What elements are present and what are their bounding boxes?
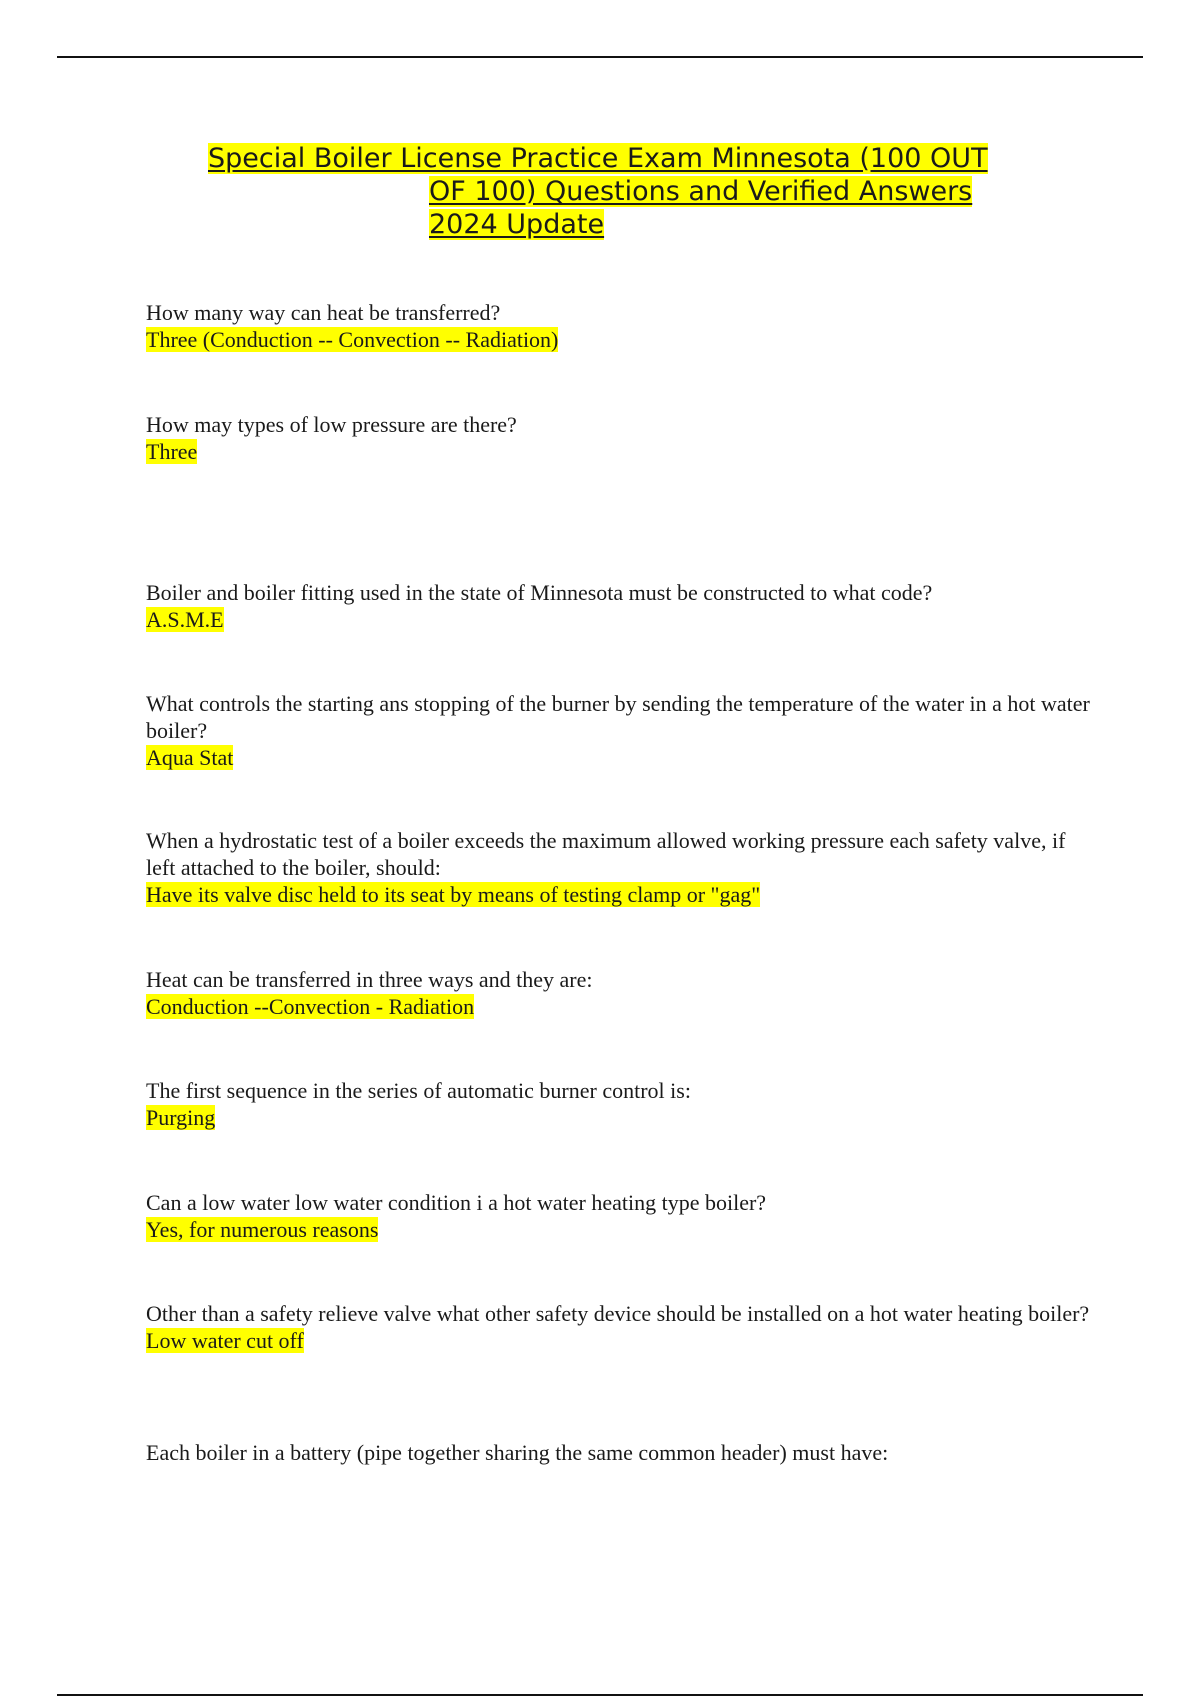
question-text: When a hydrostatic test of a boiler exceeds the maximum allowed working pressure each safety valve, if left attached to the boiler, should: [146, 828, 1066, 880]
answer-text: A.S.M.E [146, 607, 224, 632]
qa-item-3 [146, 579, 1096, 633]
title-line-2: OF 100) Questions and Verified Answers [429, 176, 973, 207]
question-text: Can a low water low water condition i a hot water heating type boiler? [146, 1190, 767, 1215]
qa-item-10 [146, 1439, 1096, 1466]
question-text: The first sequence in the series of automatic burner control is: [146, 1078, 691, 1103]
answer-text: Have its valve disc held to its seat by means of testing clamp or "gag" [146, 882, 761, 907]
question-text: What controls the starting ans stopping of the burner by sending the temperature of the water in a hot water boiler? [146, 691, 1090, 743]
title-line-3: 2024 Update [429, 209, 605, 240]
qa-item-7 [146, 1077, 1096, 1131]
bottom-rule [57, 1694, 1143, 1696]
qa-item-9 [146, 1300, 1096, 1354]
qa-item-2 [146, 411, 1096, 465]
question-text: Each boiler in a battery (pipe together sharing the same common header) must have: [146, 1440, 889, 1465]
top-rule [57, 56, 1143, 58]
qa-item-6 [146, 966, 1096, 1020]
answer-text: Conduction --Convection - Radiation [146, 994, 475, 1019]
question-text: How may types of low pressure are there? [146, 412, 517, 437]
qa-item-5 [146, 827, 1096, 908]
answer-text: Yes, for numerous reasons [146, 1217, 379, 1242]
title-line-1: Special Boiler License Practice Exam Minnesota (100 OUT [208, 143, 988, 174]
question-text: Boiler and boiler fitting used in the state of Minnesota must be constructed to what code? [146, 580, 933, 605]
document-title [0, 142, 1200, 241]
answer-text: Aqua Stat [146, 745, 234, 770]
answer-text: Three [146, 439, 198, 464]
answer-text: Three (Conduction -- Convection -- Radiation) [146, 327, 559, 352]
qa-item-8 [146, 1189, 1096, 1243]
qa-item-1 [146, 299, 1096, 353]
answer-text: Purging [146, 1105, 216, 1130]
question-text: Heat can be transferred in three ways and they are: [146, 967, 593, 992]
answer-text: Low water cut off [146, 1328, 304, 1353]
question-text: Other than a safety relieve valve what other safety device should be installed on a hot water heating boiler? [146, 1301, 1090, 1326]
qa-item-4 [146, 690, 1096, 771]
question-text: How many way can heat be transferred? [146, 300, 501, 325]
